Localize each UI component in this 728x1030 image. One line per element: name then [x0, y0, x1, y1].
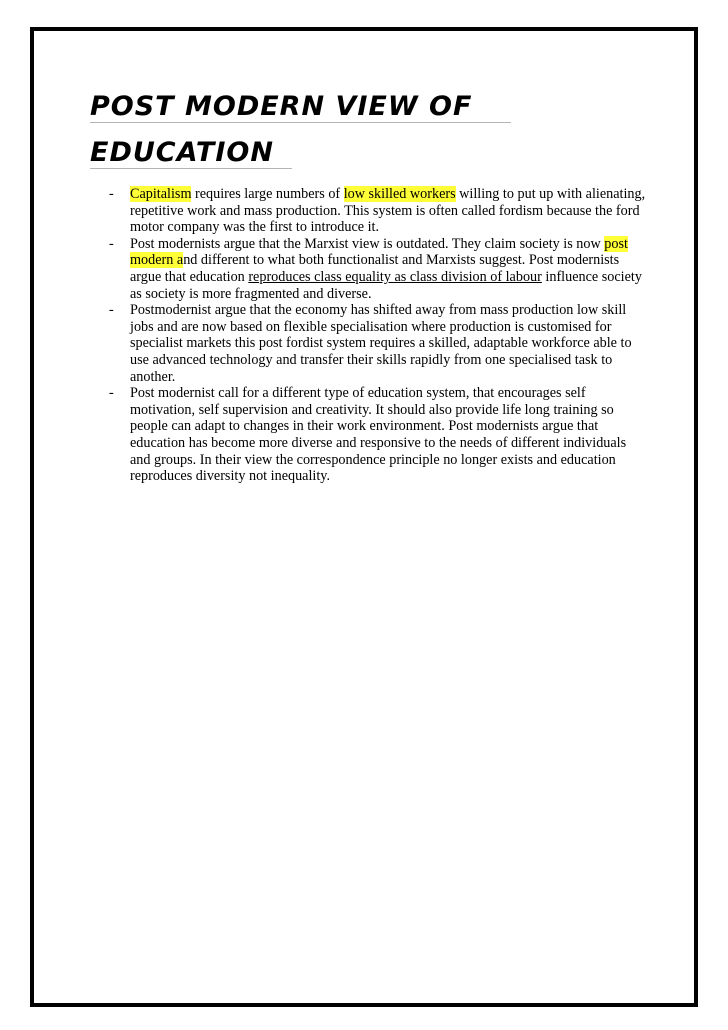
document-body: [104, 186, 649, 485]
highlighted-text: low skilled workers: [343, 186, 456, 202]
bullet-dash: -: [109, 302, 114, 319]
bullet-item-2: [104, 236, 649, 302]
page-border: [30, 27, 698, 1007]
paragraph-text: influence society as society is more fragmented and diverse.: [130, 268, 642, 302]
highlighted-text: modern a: [130, 252, 184, 269]
highlighted-text: Capitalism: [130, 186, 192, 202]
underlined-text: reproduces class equality as class division of labour: [248, 268, 542, 285]
bullet-dash: -: [109, 235, 114, 252]
bullet-list: [104, 186, 649, 485]
paragraph-text: Post modernist call for a different type of education system, that encourages self motivation, self supervision and creativity. It should also provide life long training so people can adapt to changes in their work environment. Post modernists argue that education has become more diverse and responsive to the needs of different individuals and groups. In their view the correspondence principle no longer exists and education reproduces diversity not inequality.: [130, 385, 627, 485]
page-title-line-2: EDUCATION: [90, 138, 292, 169]
paragraph-text: nd different to what both functionalist and Marxists suggest. Post modernists argue that education: [130, 252, 620, 285]
page-title-line-1: POST MODERN VIEW OF: [90, 92, 511, 123]
paragraph-text: Postmodernist argue that the economy has shifted away from mass production low skill jobs and are now based on flexible specialisation where production is customised for specialist markets this post fordist system requires a skilled, adaptable workforce able to use advanced technology and transfer their skills rapidly from one specialised task to another.: [130, 302, 632, 385]
bullet-item-1: [104, 186, 649, 236]
bullet-dash: -: [109, 186, 114, 202]
paragraph-text: Post modernists argue that the Marxist view is outdated. They claim society is now: [130, 235, 605, 252]
bullet-item-3: [104, 302, 649, 385]
highlighted-text: post: [604, 235, 628, 252]
paragraph-text: willing to put up with alienating, repetitive work and mass production. This system is often called fordism because the ford motor company was the first to introduce it.: [130, 186, 646, 236]
bullet-item-4: [104, 385, 649, 485]
bullet-dash: -: [109, 385, 114, 402]
paragraph-text: requires large numbers of: [191, 186, 344, 202]
